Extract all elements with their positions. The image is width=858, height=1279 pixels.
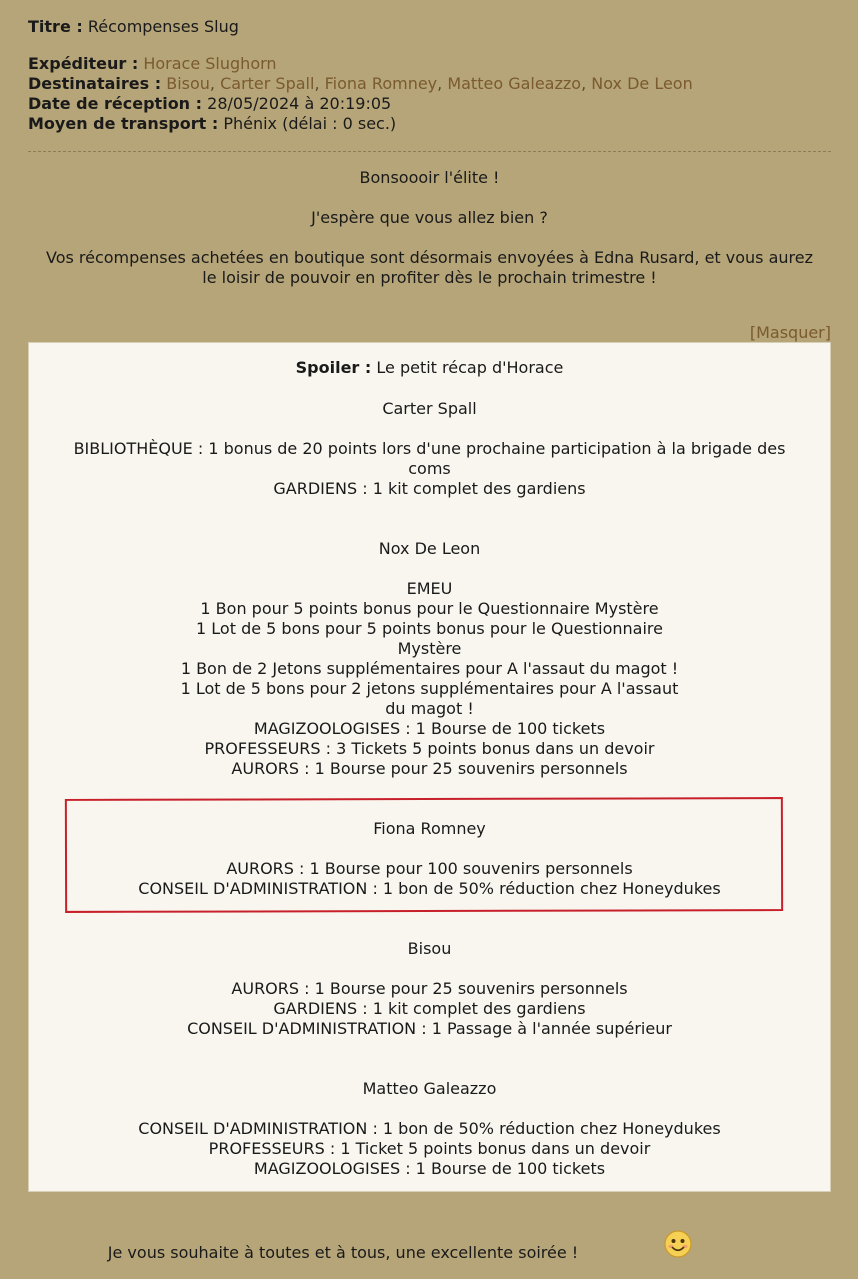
body-text-line: le loisir de pouvoir en profiter dès le prochain trimestre !: [202, 268, 657, 287]
reward-line: AURORS : 1 Bourse pour 25 souvenirs personnels: [231, 979, 628, 998]
spoiler-title: Le petit récap d'Horace: [376, 358, 564, 377]
reward-line: GARDIENS : 1 kit complet des gardiens: [273, 479, 586, 498]
sender-row: [28, 54, 277, 74]
reward-line: PROFESSEURS : 3 Tickets 5 points bonus dans un devoir: [204, 739, 655, 758]
reward-line: AURORS : 1 Bourse pour 25 souvenirs personnels: [231, 759, 628, 778]
date-row: [28, 94, 391, 114]
title-row: [28, 17, 239, 37]
reward-line: BIBLIOTHÈQUE : 1 bonus de 20 points lors d'une prochaine participation à la brigade des: [73, 439, 786, 458]
date-label: Date de réception :: [28, 94, 203, 113]
closing-text: Je vous souhaite à toutes et à tous, une excellente soirée !: [107, 1243, 579, 1262]
question-text: J'espère que vous allez bien ?: [311, 208, 548, 227]
reward-line: Mystère: [397, 639, 462, 658]
recipient-link[interactable]: Matteo Galeazzo: [447, 74, 582, 93]
recipient-name: Nox De Leon: [378, 539, 481, 558]
recipient-name: Matteo Galeazzo: [362, 1079, 497, 1098]
transport-row: [28, 114, 396, 134]
title-value: Récompenses Slug: [87, 17, 239, 36]
body-text-line: Vos récompenses achetées en boutique sont désormais envoyées à Edna Rusard, et vous aurez: [45, 248, 814, 267]
greeting-text: Bonsoooir l'élite !: [359, 168, 500, 187]
reward-line: coms: [408, 459, 451, 478]
reward-line: AURORS : 1 Bourse pour 100 souvenirs personnels: [226, 859, 633, 878]
reward-category: EMEU: [406, 579, 453, 598]
reward-line: CONSEIL D'ADMINISTRATION : 1 bon de 50% réduction chez Honeydukes: [138, 879, 721, 898]
recipient-name: Carter Spall: [382, 399, 477, 418]
reward-line: 1 Lot de 5 bons pour 5 points bonus pour le Questionnaire: [196, 619, 663, 638]
date-value: 28/05/2024 à 20:19:05: [207, 94, 392, 113]
recipient-link[interactable]: Fiona Romney: [324, 74, 438, 93]
spoiler-box: [28, 342, 831, 1192]
reward-line: 1 Bon de 2 Jetons supplémentaires pour A l'assaut du magot !: [180, 659, 679, 678]
reward-line: 1 Bon pour 5 points bonus pour le Questionnaire Mystère: [200, 599, 659, 618]
sender-link[interactable]: Horace Slughorn: [143, 54, 277, 73]
reward-line: MAGIZOOLOGISES : 1 Bourse de 100 tickets: [253, 1159, 606, 1178]
reward-line: du magot !: [385, 699, 474, 718]
reward-line: MAGIZOOLOGISES : 1 Bourse de 100 tickets: [253, 719, 606, 738]
spoiler-heading: [29, 358, 830, 378]
reward-line: CONSEIL D'ADMINISTRATION : 1 Passage à l'année supérieur: [187, 1019, 672, 1038]
smiley-emoticon-icon: [663, 1229, 693, 1259]
recipient-link[interactable]: Nox De Leon: [591, 74, 693, 93]
masquer-link[interactable]: [Masquer]: [749, 323, 831, 342]
transport-value: Phénix (délai : 0 sec.): [223, 114, 397, 133]
recipients-row: Destinataires : Bisou, Carter Spall, Fiona Romney, Matteo Galeazzo, Nox De Leon: [28, 74, 693, 93]
header-divider: [28, 151, 831, 152]
title-label: Titre :: [28, 17, 83, 36]
recipient-link[interactable]: Bisou: [166, 74, 210, 93]
recipient-name: Fiona Romney: [373, 819, 486, 838]
reward-line: CONSEIL D'ADMINISTRATION : 1 bon de 50% réduction chez Honeydukes: [138, 1119, 721, 1138]
transport-label: Moyen de transport :: [28, 114, 219, 133]
reward-line: PROFESSEURS : 1 Ticket 5 points bonus dans un devoir: [208, 1139, 651, 1158]
recipient-name: Bisou: [407, 939, 452, 958]
reward-line: GARDIENS : 1 kit complet des gardiens: [273, 999, 586, 1018]
spoiler-label: Spoiler :: [295, 358, 372, 377]
reward-line: 1 Lot de 5 bons pour 2 jetons supplémentaires pour A l'assaut: [180, 679, 679, 698]
sender-label: Expéditeur :: [28, 54, 139, 73]
recipients-label: Destinataires :: [28, 74, 162, 93]
recipient-link[interactable]: Carter Spall: [220, 74, 315, 93]
